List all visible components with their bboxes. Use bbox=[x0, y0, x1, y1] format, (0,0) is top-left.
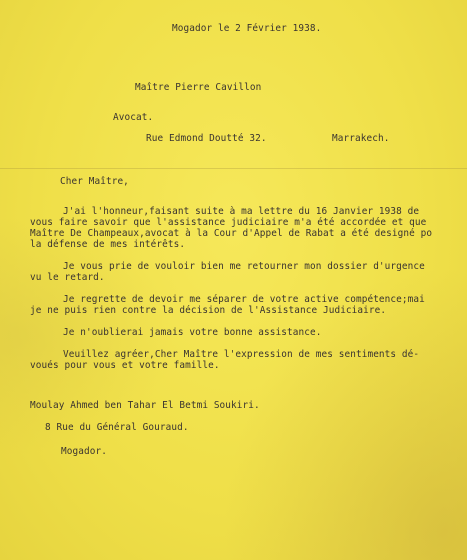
body-line: vu le retard. bbox=[30, 272, 105, 283]
recipient-city: Marrakech. bbox=[332, 133, 390, 144]
body-line: Veuillez agréer,Cher Maître l'expression de mes sentiments dé- bbox=[63, 349, 420, 360]
body-line: Je regrette de devoir me séparer de votre active compétence;mai bbox=[63, 294, 425, 305]
body-line: J'ai l'honneur,faisant suite à ma lettre du 16 Janvier 1938 de bbox=[63, 206, 420, 217]
recipient-title: Avocat. bbox=[113, 112, 154, 123]
body-line: voués pour vous et votre famille. bbox=[30, 360, 220, 371]
body-line: vous faire savoir que l'assistance judiciaire m'a été accordée et que bbox=[30, 217, 427, 228]
body-line: Je n'oublierai jamais votre bonne assistance. bbox=[63, 327, 322, 338]
salutation: Cher Maître, bbox=[60, 176, 129, 187]
recipient-name: Maître Pierre Cavillon bbox=[135, 82, 262, 93]
sender-name: Moulay Ahmed ben Tahar El Betmi Soukiri. bbox=[30, 400, 260, 411]
body-line: je ne puis rien contre la décision de l'Assistance Judiciaire. bbox=[30, 305, 387, 316]
body-line: la défense de mes intérêts. bbox=[30, 239, 186, 250]
sender-city: Mogador. bbox=[61, 446, 107, 457]
body-line: Maître De Champeaux,avocat à la Cour d'Appel de Rabat a été designé po bbox=[30, 228, 433, 239]
recipient-street: Rue Edmond Doutté 32. bbox=[146, 133, 267, 144]
paper-fold-line bbox=[0, 168, 467, 169]
body-line: Je vous prie de vouloir bien me retourner mon dossier d'urgence bbox=[63, 261, 425, 272]
place-date: Mogador le 2 Février 1938. bbox=[172, 23, 322, 34]
sender-street: 8 Rue du Général Gouraud. bbox=[45, 422, 189, 433]
